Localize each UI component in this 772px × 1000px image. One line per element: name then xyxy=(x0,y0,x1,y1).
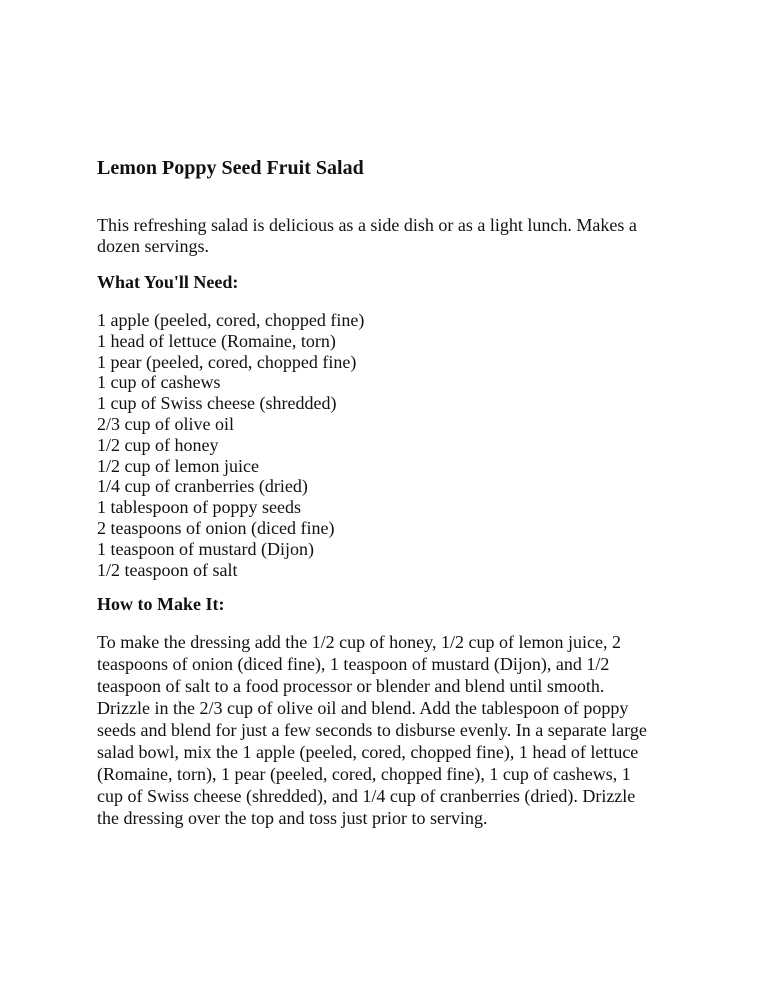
directions-line: (Romaine, torn), 1 pear (peeled, cored, chopped fine), 1 cup of cashews, 1 xyxy=(97,764,631,785)
ingredient-item: 1 tablespoon of poppy seeds xyxy=(97,497,301,518)
ingredient-item: 1 teaspoon of mustard (Dijon) xyxy=(97,538,314,559)
ingredient-item: 2/3 cup of olive oil xyxy=(97,413,234,434)
directions-line: the dressing over the top and toss just prior to serving. xyxy=(97,808,488,829)
directions-line: teaspoons of onion (diced fine), 1 teaspoon of mustard (Dijon), and 1/2 xyxy=(97,654,610,675)
ingredient-item: 1 apple (peeled, cored, chopped fine) xyxy=(97,310,365,330)
ingredient-item: 1/2 cup of honey xyxy=(97,434,219,455)
directions-line: salad bowl, mix the 1 apple (peeled, cored, chopped fine), 1 head of lettuce xyxy=(97,742,639,763)
ingredients-heading: What You'll Need: xyxy=(97,272,239,292)
directions-line: To make the dressing add the 1/2 cup of honey, 1/2 cup of lemon juice, 2 xyxy=(97,632,621,653)
ingredient-item: 1/2 cup of lemon juice xyxy=(97,455,259,476)
directions-text xyxy=(97,631,687,829)
ingredient-item: 1 pear (peeled, cored, chopped fine) xyxy=(97,351,357,372)
directions-line: seeds and blend for just a few seconds to disburse evenly. In a separate large xyxy=(97,720,647,741)
recipe-document xyxy=(97,154,697,829)
directions-line: cup of Swiss cheese (shredded), and 1/4 cup of cranberries (dried). Drizzle xyxy=(97,786,636,807)
intro-line: This refreshing salad is delicious as a side dish or as a light lunch. Makes a xyxy=(97,215,637,235)
ingredient-item: 1/4 cup of cranberries (dried) xyxy=(97,476,308,497)
ingredient-item: 1 head of lettuce (Romaine, torn) xyxy=(97,330,336,351)
ingredients-list xyxy=(97,310,697,580)
recipe-title: Lemon Poppy Seed Fruit Salad xyxy=(97,157,364,179)
directions-line: teaspoon of salt to a food processor or blender and blend until smooth. xyxy=(97,676,605,697)
intro-line: dozen servings. xyxy=(97,236,209,256)
recipe-intro xyxy=(97,215,697,257)
directions-heading: How to Make It: xyxy=(97,594,225,615)
ingredient-item: 1 cup of Swiss cheese (shredded) xyxy=(97,393,337,414)
directions-line: Drizzle in the 2/3 cup of olive oil and blend. Add the tablespoon of poppy xyxy=(97,698,629,719)
ingredient-item: 1 cup of cashews xyxy=(97,372,221,393)
ingredient-item: 1/2 teaspoon of salt xyxy=(97,559,238,580)
ingredient-item: 2 teaspoons of onion (diced fine) xyxy=(97,517,335,538)
